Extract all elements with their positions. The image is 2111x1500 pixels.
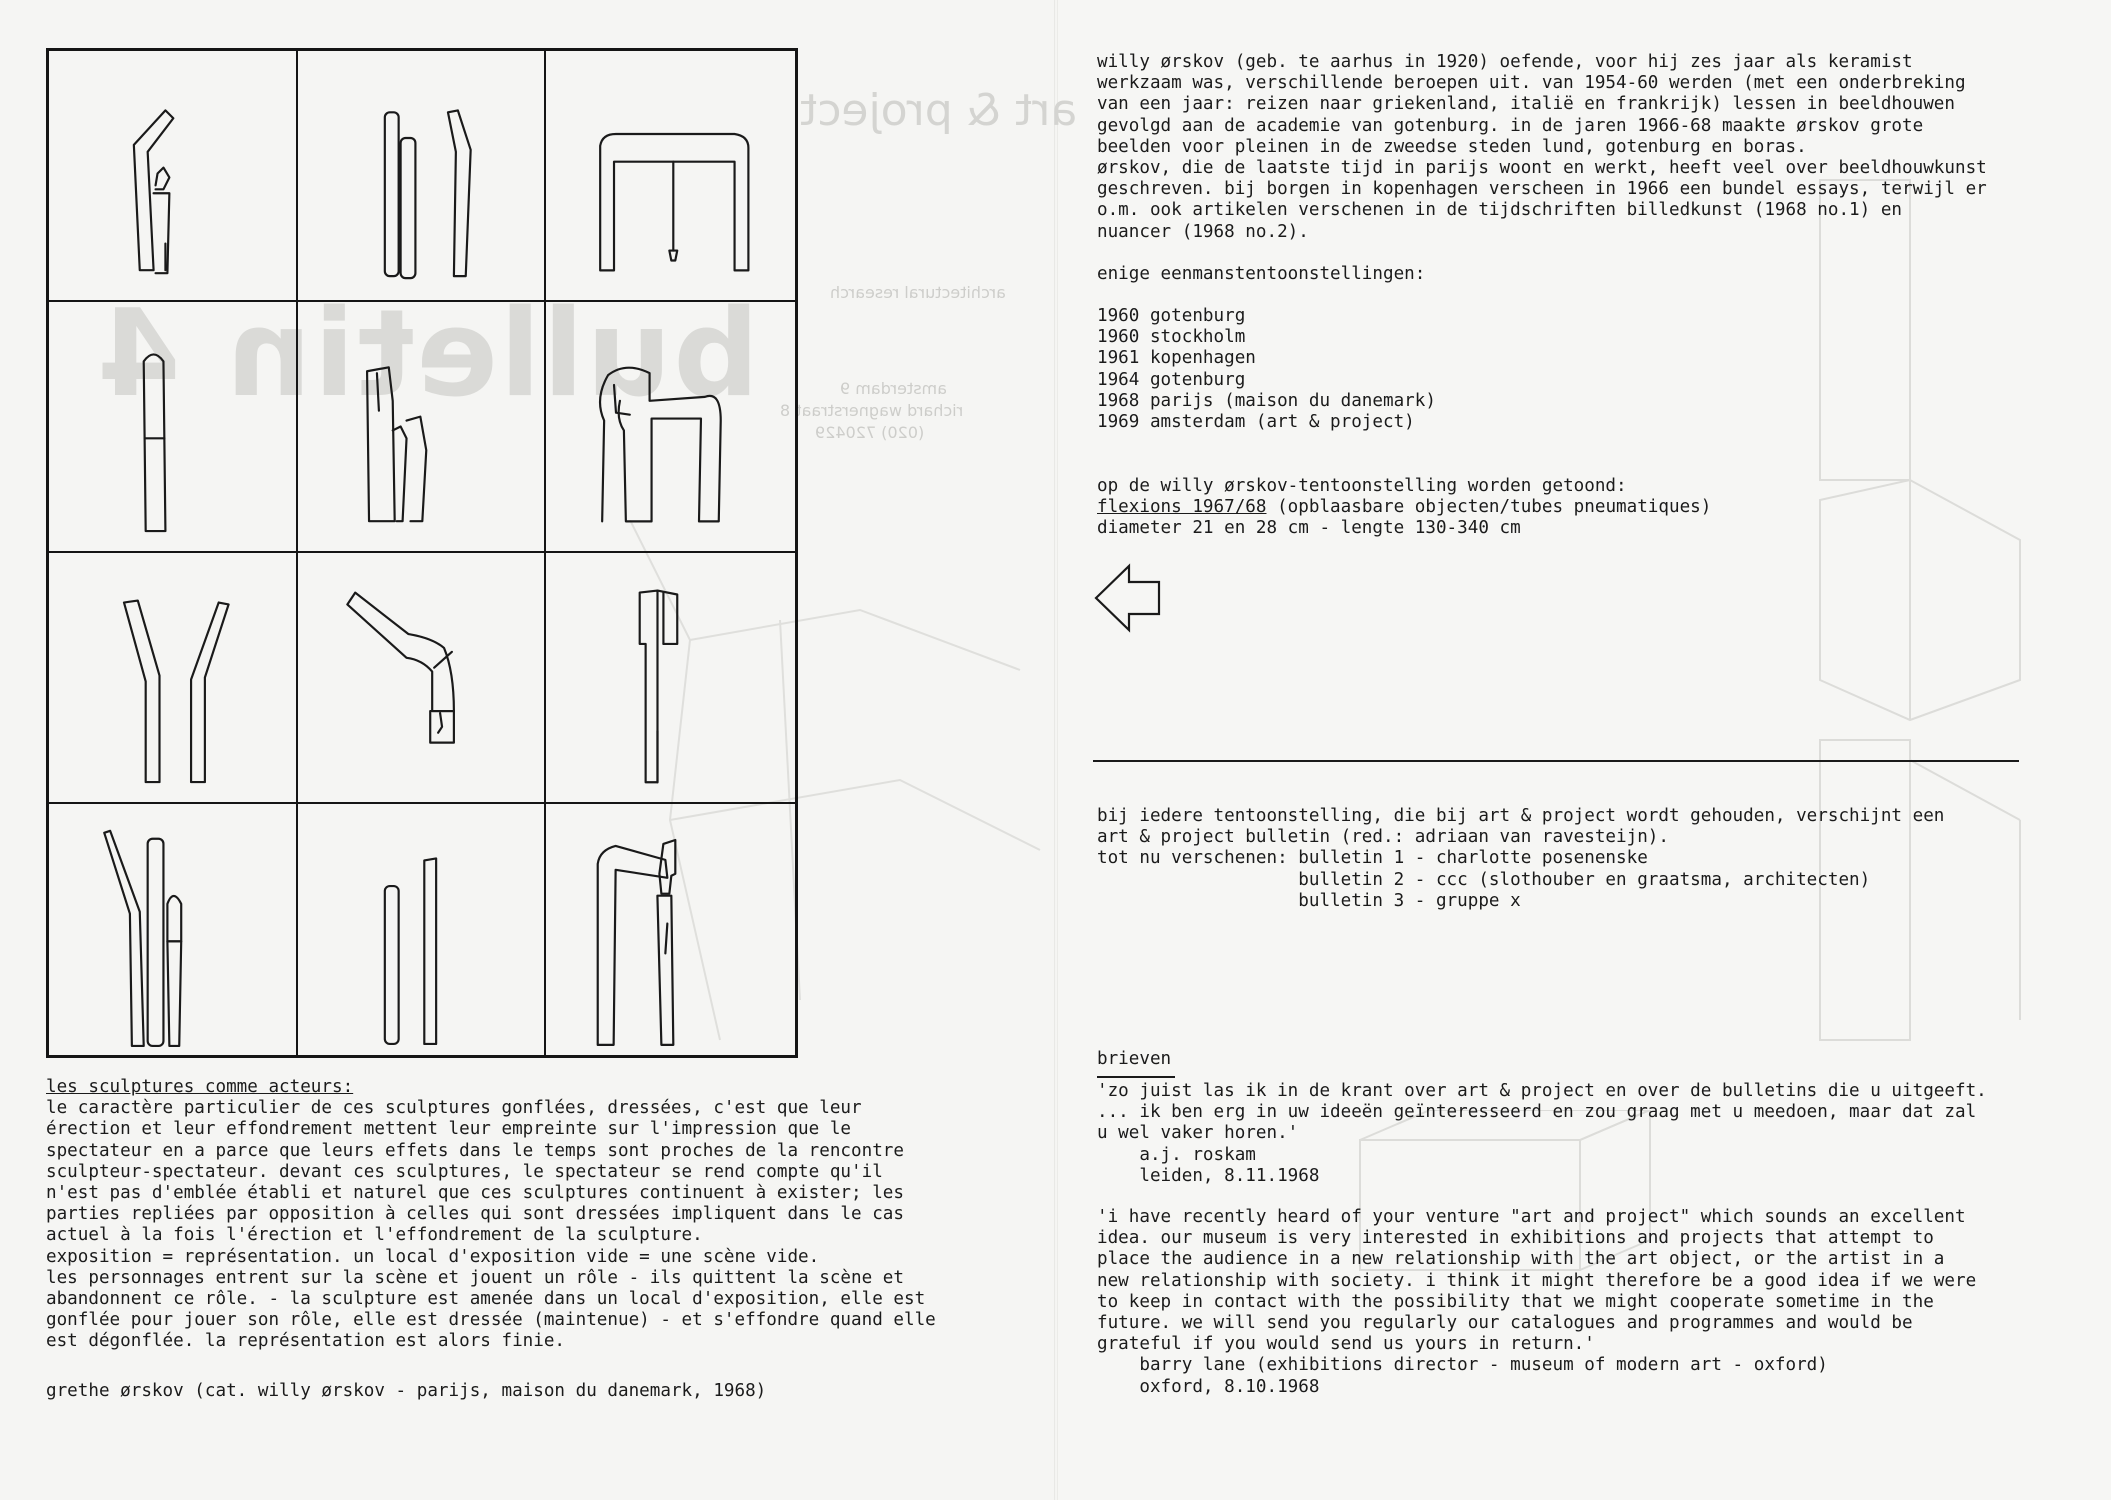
essay-line: le caractère particulier de ces sculptures gonflées, dressées, c'est que leur (46, 1098, 862, 1119)
sculpture-drawing (49, 51, 298, 302)
essay-line: n'est pas d'emblée établi et naturel que ces sculptures continuent à exister; les (46, 1183, 904, 1204)
essay-line: sculpteur-spectateur. devant ces sculptures, le spectateur se rend compte qu'il (46, 1161, 883, 1182)
letter-roskam (1097, 1081, 1987, 1187)
bio-line: gevolgd aan de academie van gotenburg. in de jaren 1966-68 maakte ørskov grote (1097, 115, 1924, 136)
bio-line: willy ørskov (geb. te aarhus in 1920) oefende, voor hij zes jaar als keramist (1097, 52, 1913, 72)
show-through-subtitle: architectural research (830, 283, 1006, 302)
sculpture-drawing (49, 804, 298, 1055)
artist-bio (1097, 52, 1987, 243)
letters-heading-rule (1097, 1076, 1175, 1078)
shown-works (1097, 476, 1711, 540)
bio-line: ørskov, die de laatste tijd in parijs woont en werkt, heeft veel over beeldhouwkunst (1097, 158, 1987, 179)
sculpture-drawing (546, 804, 795, 1055)
shown-title: flexions 1967/68 (1097, 497, 1267, 518)
letter-line: ... ik ben erg in uw ideeën geïnteresseerd en zou graag met u meedoen, maar dat zal (1097, 1102, 1977, 1123)
bio-line: beelden voor pleinen in de zweedse steden lund, gotenburg en boras. (1097, 136, 1807, 157)
letter-line: oxford, 8.10.1968 (1097, 1376, 1320, 1397)
essay-line: parties repliées par opposition à celles qui sont dressées impliquent dans le cas (46, 1204, 904, 1225)
shown-intro: op de willy ørskov-tentoonstelling worden getoond: (1097, 476, 1627, 496)
sculpture-drawing (298, 302, 547, 553)
letter-line: new relationship with society. i think it might therefore be a good idea if we were (1097, 1270, 1977, 1291)
letter-lane (1097, 1207, 1976, 1398)
essay-line: gonflée pour jouer son rôle, elle est dressée (maintenue) - et s'effondre quand elle (46, 1310, 936, 1331)
letter-line: idea. our museum is very interested in exhibitions and projects that attempt to (1097, 1228, 1934, 1249)
bio-line: geschreven. bij borgen in kopenhagen verscheen in 1966 een bundel essays, terwijl er (1097, 179, 1987, 200)
section-divider (1093, 760, 2019, 762)
letter-line: 'i have recently heard of your venture "art and project" which sounds an excellent (1097, 1207, 1966, 1227)
bulletin-line: tot nu verschenen: bulletin 1 - charlotte posenenske (1097, 848, 1648, 869)
essay-line: est dégonflée. la représentation est alors finie. (46, 1331, 566, 1352)
bio-line: werkzaam was, verschillende beroepen uit. van 1954-60 werden (met een onderbreking (1097, 73, 1966, 94)
essay-line: abandonnent ce rôle. - la sculpture est amenée dans un local d'exposition, elle est (46, 1289, 926, 1310)
letter-line: 'zo juist las ik in de krant over art & project en over de bulletins die u uitgeeft. (1097, 1081, 1987, 1101)
sculpture-drawing (546, 553, 795, 804)
bulletin-info (1097, 806, 1944, 912)
exhibition-item: 1960 gotenburg (1097, 306, 1246, 326)
sculpture-drawing (298, 804, 547, 1055)
bulletin-line: bij iedere tentoonstelling, die bij art & project wordt gehouden, verschijnt een (1097, 806, 1945, 826)
exhibition-item: 1969 amsterdam (art & project) (1097, 412, 1415, 433)
exhibitions-heading: enige eenmanstentoonstellingen: (1097, 264, 1426, 284)
show-through-address-2: richard wagnerstraat 8 (780, 401, 964, 420)
bulletin-line: art & project bulletin (red.: adriaan van ravesteijn). (1097, 827, 1669, 848)
essay-credit: grethe ørskov (cat. willy ørskov - parijs, maison du danemark, 1968) (46, 1381, 767, 1401)
left-arrow-icon (1093, 562, 1163, 634)
essay-line: actuel à la fois l'érection et l'effondrement de la sculpture. (46, 1225, 703, 1246)
letter-line: future. we will send you regularly our catalogues and programmes and would be (1097, 1313, 1913, 1334)
bio-line: o.m. ook artikelen verschenen in de tijdschriften billedkunst (1968 no.1) en (1097, 200, 1903, 221)
show-through-publisher: art & project (800, 85, 1078, 136)
sculpture-drawing (298, 553, 547, 804)
left-essay (46, 1077, 936, 1353)
essay-line: les personnages entrent sur la scène et jouent un rôle - ils quittent la scène et (46, 1267, 904, 1288)
show-through-title: bulletin 4 (95, 285, 760, 424)
letter-line: to keep in contact with the possibility that we might cooperate sometime in the (1097, 1291, 1934, 1312)
show-through-address-3: (020) 720429 (815, 423, 925, 442)
exhibition-item: 1961 kopenhagen (1097, 348, 1256, 369)
show-through-address-1: amsterdam 9 (840, 379, 947, 398)
letter-line: leiden, 8.11.1968 (1097, 1165, 1320, 1186)
bulletin-line: bulletin 3 - gruppe x (1097, 890, 1521, 911)
sculpture-drawing (298, 51, 547, 302)
essay-line: érection et leur effondrement mettent leur empreinte sur l'impression que le (46, 1119, 852, 1140)
letters-heading: brieven (1097, 1049, 1172, 1069)
letter-line: u wel vaker horen.' (1097, 1123, 1299, 1144)
bio-line: van een jaar: reizen naar griekenland, italië en frankrijk) lessen in beeldhouwen (1097, 94, 1955, 115)
shown-title-rest: (opblaasbare objecten/tubes pneumatiques) (1266, 497, 1712, 518)
letter-line: grateful if you would send us yours in return.' (1097, 1334, 1595, 1355)
essay-heading: les sculptures comme acteurs: (46, 1077, 354, 1097)
bio-line: nuancer (1968 no.2). (1097, 221, 1309, 242)
exhibitions-list (1097, 306, 1436, 433)
sculpture-drawing (49, 553, 298, 804)
sculpture-drawing (546, 302, 795, 553)
sculpture-drawing (546, 51, 795, 302)
letter-line: a.j. roskam (1097, 1144, 1256, 1165)
letter-line: barry lane (exhibitions director - museum of modern art - oxford) (1097, 1355, 1828, 1376)
exhibition-item: 1968 parijs (maison du danemark) (1097, 390, 1436, 411)
essay-line: exposition = représentation. un local d'exposition vide = une scène vide. (46, 1246, 820, 1267)
letter-line: place the audience in a new relationship with the art object, or the artist in a (1097, 1249, 1945, 1270)
exhibition-item: 1960 stockholm (1097, 327, 1246, 348)
page-fold (1054, 0, 1058, 1500)
shown-dimensions: diameter 21 en 28 cm - lengte 130-340 cm (1097, 518, 1521, 539)
exhibition-item: 1964 gotenburg (1097, 369, 1246, 390)
sculpture-drawing (49, 302, 298, 553)
sculpture-drawing-grid (46, 48, 798, 1058)
essay-line: spectateur en a parce que leurs effets dans le temps sont proches de la rencontre (46, 1140, 904, 1161)
bulletin-line: bulletin 2 - ccc (slothouber en graatsma, architecten) (1097, 869, 1871, 890)
